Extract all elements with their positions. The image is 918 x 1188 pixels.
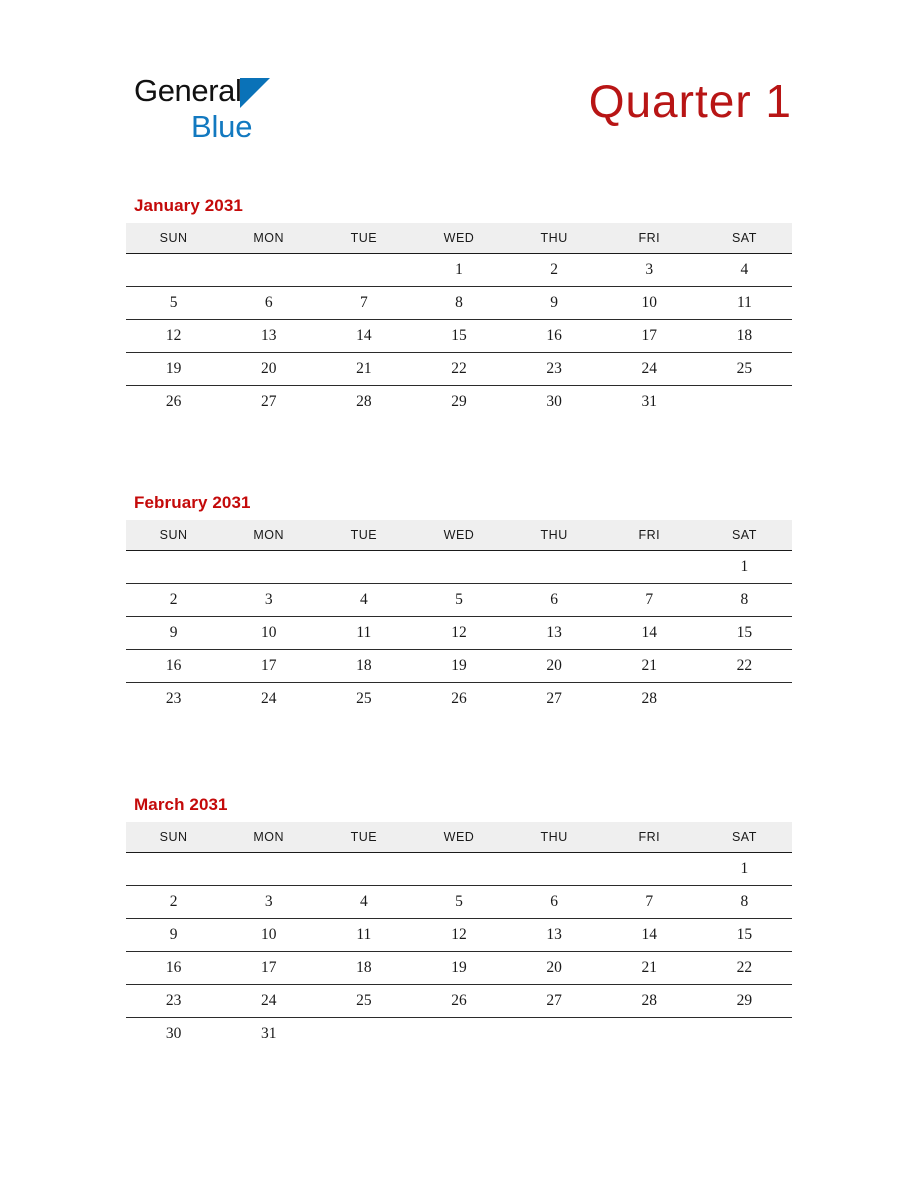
calendar-day-cell[interactable]: 23 [507,353,602,386]
calendar-day-cell[interactable]: 15 [697,919,792,952]
weekday-header-fri: FRI [602,822,697,853]
calendar-week-row [126,584,792,617]
calendar-body [126,853,792,1051]
calendar-week-row [126,919,792,952]
calendar-day-cell[interactable]: 26 [165,393,182,410]
calendar-day-cell[interactable]: 23 [165,690,182,707]
calendar-day-cell-empty [411,551,506,584]
calendar-day-cell[interactable]: 14 [602,617,697,650]
calendar-day-cell[interactable]: 15 [411,320,506,353]
calendar-day-cell[interactable]: 10 [221,919,316,952]
calendar-week-row [126,952,792,985]
calendar-day-cell-empty [507,853,602,886]
calendar-day-cell[interactable]: 12 [411,617,506,650]
weekday-header-thu: THU [507,822,602,853]
calendar-day-cell[interactable]: 12 [126,320,221,353]
calendar-day-cell[interactable]: 22 [697,952,792,985]
calendar-day-cell-empty [126,551,221,584]
month-title: March 2031 [134,795,228,814]
calendar-day-cell[interactable]: 25 [316,985,411,1018]
calendar-day-cell[interactable]: 26 [411,985,506,1018]
calendar-week-row [126,985,792,1018]
calendar-day-cell[interactable]: 7 [316,287,411,320]
calendar-body [126,254,792,419]
calendar-day-cell-empty [221,551,316,584]
calendar-day-cell[interactable]: 25 [356,690,372,707]
weekday-header-wed: WED [411,822,506,853]
calendar-day-cell-empty [697,386,792,419]
logo-bottom-row [134,110,294,144]
calendar-day-cell[interactable]: 8 [411,287,506,320]
calendar-day-cell[interactable]: 5 [411,886,506,919]
calendar-day-cell[interactable]: 9 [126,919,221,952]
calendar-day-cell[interactable]: 3 [221,584,316,617]
calendar-day-cell[interactable]: 2 [507,254,602,287]
calendar-day-cell-empty [507,1018,602,1051]
calendar-day-cell[interactable]: 27 [260,393,277,410]
calendar-week-row [126,287,792,320]
calendar-day-cell-empty [316,551,411,584]
calendar-week-row [126,320,792,353]
weekday-header-mon: MON [221,223,316,254]
calendar-day-cell[interactable]: 21 [316,353,411,386]
weekday-header-sat: SAT [697,822,792,853]
calendar-day-cell[interactable]: 31 [260,1025,277,1042]
calendar-week-row [126,386,792,419]
calendar-day-cell[interactable]: 9 [126,617,221,650]
calendar-week-row [126,886,792,919]
calendar-day-cell[interactable]: 18 [316,650,411,683]
calendar-week-row [126,853,792,886]
calendar-day-cell[interactable]: 22 [411,353,506,386]
calendar-day-cell-empty [697,1018,792,1051]
weekday-header-tue: TUE [316,223,411,254]
weekday-header-thu: THU [507,520,602,551]
calendar-day-cell[interactable]: 18 [697,320,792,353]
calendar-day-cell[interactable]: 7 [602,886,697,919]
calendar-day-cell-empty [126,254,221,287]
calendar-week-row [126,617,792,650]
calendar-day-cell[interactable]: 6 [507,584,602,617]
calendar-day-cell[interactable]: 9 [507,287,602,320]
calendar-body [126,551,792,716]
calendar-week-row [126,683,792,716]
weekday-header-wed: WED [411,520,506,551]
weekday-header-sun: SUN [126,520,221,551]
page-header [126,72,792,148]
calendar-day-cell[interactable]: 16 [507,320,602,353]
calendar-day-cell[interactable]: 7 [602,584,697,617]
calendar-day-cell[interactable]: 4 [316,886,411,919]
calendar-day-cell[interactable]: 22 [697,650,792,683]
calendar-day-cell[interactable]: 11 [316,617,411,650]
calendar-day-cell[interactable]: 11 [316,919,411,952]
weekday-header-row [126,223,792,254]
month-block-march [126,795,792,1050]
calendar-day-cell[interactable]: 10 [602,287,697,320]
calendar-day-cell[interactable]: 12 [411,919,506,952]
calendar-day-cell[interactable]: 23 [126,985,221,1018]
calendar-day-cell-empty [602,853,697,886]
calendar-day-cell[interactable]: 20 [221,353,316,386]
calendar-day-cell[interactable]: 24 [602,353,697,386]
calendar-table-february [126,520,792,715]
logo-top-row [134,72,294,110]
calendar-day-cell[interactable]: 10 [221,617,316,650]
weekday-header-mon: MON [221,822,316,853]
month-title: January 2031 [134,196,243,215]
weekday-header-sun: SUN [126,822,221,853]
calendar-day-cell[interactable]: 13 [507,919,602,952]
calendar-day-cell[interactable]: 8 [697,886,792,919]
calendar-table-january [126,223,792,418]
weekday-header-fri: FRI [602,223,697,254]
calendar-day-cell-empty [316,1018,411,1051]
calendar-day-cell-empty [602,551,697,584]
calendar-day-cell[interactable]: 6 [221,287,316,320]
month-block-february [126,493,792,715]
calendar-week-row [126,650,792,683]
calendar-day-cell[interactable]: 30 [546,393,562,410]
calendar-day-cell[interactable]: 27 [507,985,602,1018]
calendar-day-cell[interactable]: 6 [507,886,602,919]
calendar-day-cell[interactable]: 28 [356,393,372,410]
calendar-day-cell[interactable]: 2 [126,584,221,617]
calendar-day-cell[interactable]: 20 [507,952,602,985]
weekday-header-sat: SAT [697,223,792,254]
calendar-day-cell[interactable]: 27 [546,690,562,707]
calendar-day-cell[interactable]: 14 [602,919,697,952]
weekday-header-mon: MON [221,520,316,551]
weekday-header-sun: SUN [126,223,221,254]
calendar-day-cell-empty [221,853,316,886]
calendar-day-cell[interactable]: 16 [126,952,221,985]
calendar-day-cell[interactable]: 24 [221,985,316,1018]
calendar-day-cell-empty [411,1018,506,1051]
calendar-week-row [126,1018,792,1051]
calendar-week-row [126,551,792,584]
calendar-day-cell[interactable]: 17 [221,650,316,683]
calendar-week-row [126,353,792,386]
calendar-day-cell-empty [697,683,792,716]
calendar-day-cell-empty [507,551,602,584]
calendar-day-cell[interactable]: 11 [697,287,792,320]
weekday-header-fri: FRI [602,520,697,551]
calendar-day-cell[interactable]: 16 [126,650,221,683]
calendar-day-cell[interactable]: 13 [507,617,602,650]
calendar-day-cell[interactable]: 17 [602,320,697,353]
calendar-day-cell[interactable]: 17 [221,952,316,985]
calendar-day-cell[interactable]: 24 [260,690,277,707]
calendar-day-cell[interactable]: 1 [411,254,506,287]
calendar-day-cell[interactable]: 3 [602,254,697,287]
calendar-day-cell[interactable]: 1 [697,853,792,886]
blue-triangle-icon [240,78,270,108]
calendar-day-cell-empty [316,853,411,886]
calendar-day-cell[interactable]: 4 [697,254,792,287]
calendar-day-cell[interactable]: 19 [411,650,506,683]
calendar-day-cell[interactable]: 29 [697,985,792,1018]
calendar-day-cell-empty [411,853,506,886]
weekday-header-tue: TUE [316,520,411,551]
calendar-day-cell-empty [126,853,221,886]
calendar-day-cell-empty [221,254,316,287]
weekday-header-row [126,520,792,551]
calendar-day-cell[interactable]: 8 [697,584,792,617]
weekday-header-tue: TUE [316,822,411,853]
calendar-day-cell-empty [602,1018,697,1051]
calendar-day-cell[interactable]: 26 [451,690,467,707]
calendar-day-cell[interactable]: 19 [126,353,221,386]
weekday-header-sat: SAT [697,520,792,551]
calendar-day-cell[interactable]: 28 [641,690,658,707]
calendar-week-row [126,254,792,287]
calendar-day-cell[interactable]: 28 [602,985,697,1018]
calendar-day-cell[interactable]: 30 [165,1025,182,1042]
general-blue-logo [134,72,294,144]
month-block-january [126,196,792,418]
calendar-day-cell[interactable]: 14 [316,320,411,353]
calendar-day-cell[interactable]: 3 [221,886,316,919]
month-title: February 2031 [134,493,251,512]
calendar-day-cell[interactable]: 1 [697,551,792,584]
weekday-header-row [126,822,792,853]
calendar-day-cell[interactable]: 5 [411,584,506,617]
calendar-day-cell[interactable]: 31 [641,393,658,410]
calendar-day-cell[interactable]: 13 [221,320,316,353]
calendar-day-cell[interactable]: 25 [697,353,792,386]
calendar-day-cell[interactable]: 15 [697,617,792,650]
logo-word-blue: Blue [191,109,253,144]
calendar-day-cell[interactable]: 21 [602,650,697,683]
calendar-day-cell[interactable]: 21 [602,952,697,985]
weekday-header-wed: WED [411,223,506,254]
calendar-day-cell[interactable]: 18 [316,952,411,985]
calendar-day-cell-empty [316,254,411,287]
calendar-day-cell[interactable]: 19 [411,952,506,985]
calendar-day-cell[interactable]: 29 [451,393,467,410]
calendar-day-cell[interactable]: 20 [507,650,602,683]
weekday-header-thu: THU [507,223,602,254]
logo-word-general: General [134,73,242,108]
calendar-day-cell[interactable]: 4 [316,584,411,617]
page-title: Quarter 1 [588,75,792,127]
calendar-day-cell[interactable]: 2 [126,886,221,919]
calendar-day-cell[interactable]: 5 [126,287,221,320]
calendar-table-march [126,822,792,1050]
